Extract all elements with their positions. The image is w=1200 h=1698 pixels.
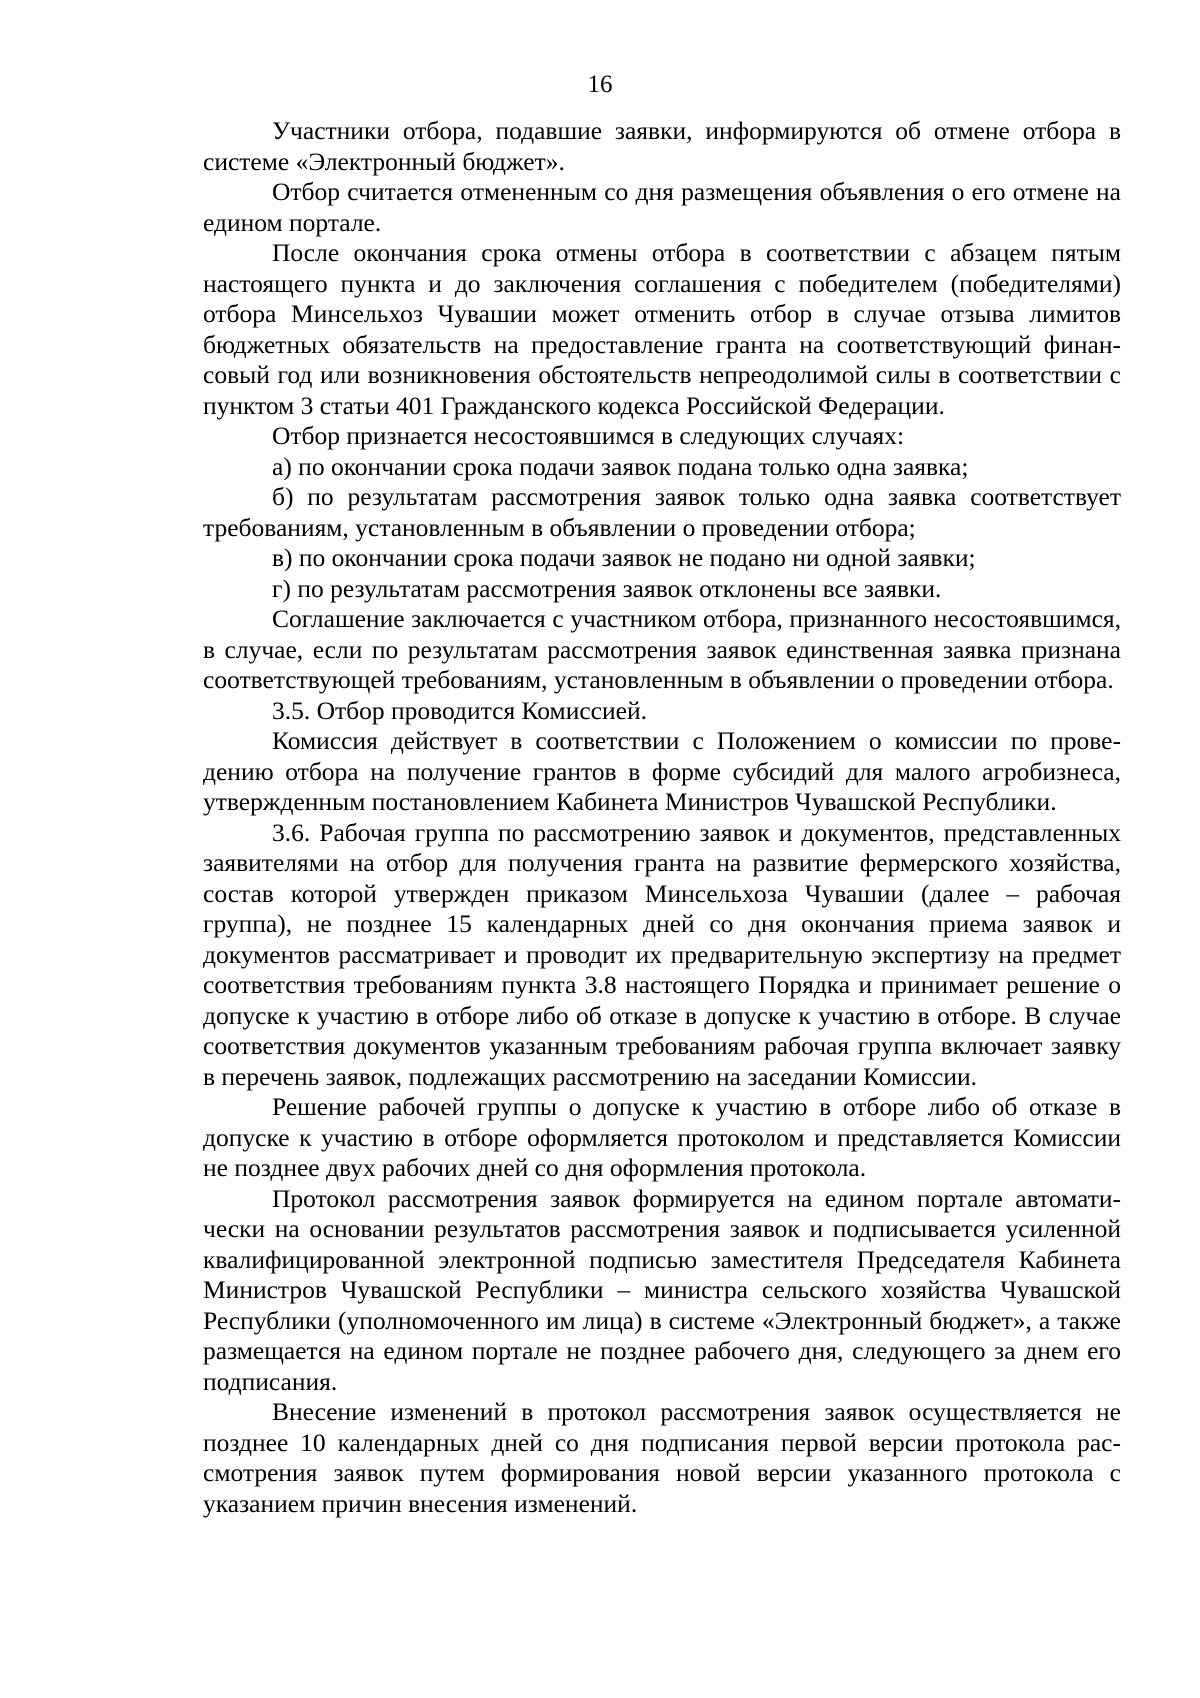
paragraph: Решение рабочей группы о допуске к участию в отборе либо об отказе в допуске к участию в отборе оформляется протоколом и представляется Комиссии не позднее двух рабочих дней со дня оформления протокола. [203, 1092, 1121, 1182]
paragraph: Отбор считается отмененным со дня размещения объявления о его отмене на едином портале. [203, 177, 1121, 237]
section-heading: 3.5. Отбор проводится Комиссией. [272, 695, 647, 725]
paragraph: Комиссия действует в соответствии с Положением о комиссии по проведению отбора на получение грантов в форме субсидий для малого агробизнеса, утвержденным постановлением Кабинета Министров Чувашской Республики. [203, 726, 1121, 816]
paragraph: Протокол рассмотрения заявок формируется на едином портале автоматически на основании результатов рассмотрения заявок и подписывается усиленной квалифицированной электронной подписью заместителя Председателя Кабинета Министров Чувашской Республики – министра сельского хозяйства Чувашской Республики (уполномоченного им лица) в системе «Электронный бюджет», а также размещается на едином портале не позднее рабочего дня, следующего за днем его подписания. [203, 1183, 1121, 1396]
page-number: 16 [587, 71, 613, 98]
paragraph: После окончания срока отмены отбора в соответствии с абзацем пятым настоящего пункта и до заключения соглашения с победителем (победителями) отбора Минсельхоз Чувашии может отменить отбор в случае отзыва лимитов бюджетных обязательств на предоставление гранта на соответствующий финансовый год или возникновения обстоятельств непреодолимой силы в соответствии с пунктом 3 статьи 401 Гражданского кодекса Российской Федерации. [203, 238, 1121, 420]
document-body [203, 116, 1121, 1519]
list-item: г) по результатам рассмотрения заявок отклонены все заявки. [272, 573, 942, 603]
list-item: в) по окончании срока подачи заявок не подано ни одной заявки; [272, 543, 976, 572]
paragraph: Соглашение заключается с участником отбора, признанного несостоявшимся, в случае, если по результатам рассмотрения заявок единственная заявка признана соответствующей требованиям, установленным в объявлении о проведении отбора. [203, 604, 1121, 694]
list-item: а) по окончании срока подачи заявок подана только одна заявка; [272, 451, 969, 481]
paragraph: Отбор признается несостоявшимся в следующих случаях: [272, 421, 905, 450]
paragraph: 3.6. Рабочая группа по рассмотрению заявок и документов, представленных заявителями на отбор для получения гранта на развитие фермерского хозяйства, состав которой утвержден приказом Минсельхоза Чувашии (далее – рабочая группа), не позднее 15 календарных дней со дня окончания приема заявок и документов рассматривает и проводит их предварительную экспертизу на предмет соответствия требованиям пункта 3.8 настоящего Порядка и принимает решение о допуске к участию в отборе либо об отказе в допуске к участию в отборе. В случае соответствия документов указанным требованиям рабочая группа включает заявку в перечень заявок, подлежащих рассмотрению на заседании Комиссии. [203, 817, 1121, 1091]
paragraph: Внесение изменений в протокол рассмотрения заявок осуществляется не позднее 10 календарных дней со дня подписания первой версии протокола рассмотрения заявок путем формирования новой версии указанного протокола с указанием причин внесения изменений. [203, 1397, 1121, 1518]
paragraph: Участники отбора, подавшие заявки, информируются об отмене отбора в системе «Электронный бюджет». [203, 116, 1121, 176]
list-item: б) по результатам рассмотрения заявок только одна заявка соответствует требованиям, установленным в объявлении о проведении отбора; [203, 482, 1121, 542]
